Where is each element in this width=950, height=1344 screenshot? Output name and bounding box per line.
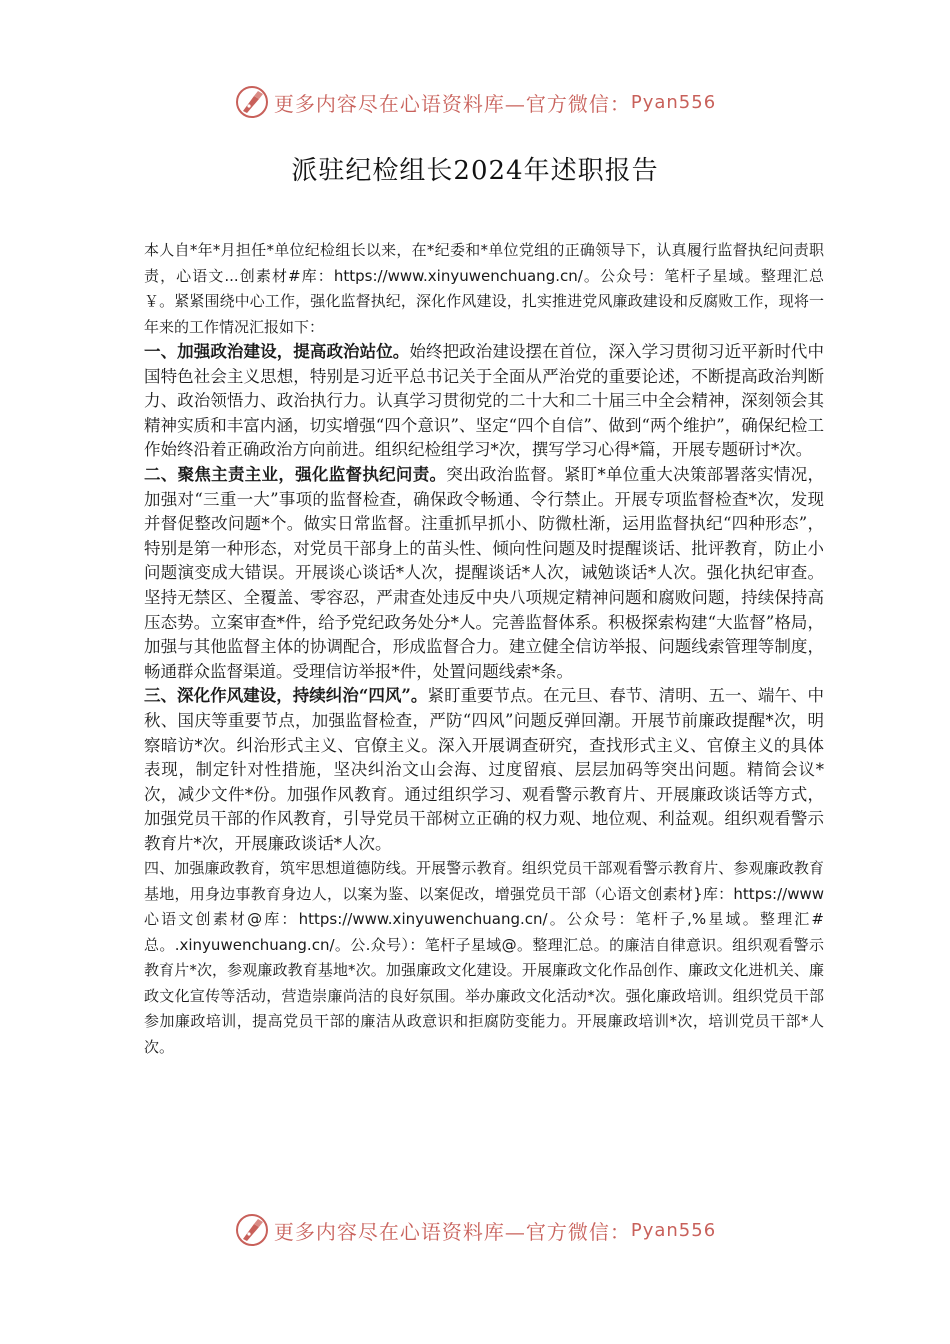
section-1	[144, 340, 824, 463]
document-body	[144, 238, 824, 1060]
header-banner	[0, 80, 950, 124]
banner-text: 更多内容尽在心语资料库—官方微信：	[273, 91, 631, 116]
banner-wechat-id: Pyan556	[630, 91, 717, 113]
banner-text: 更多内容尽在心语资料库—官方微信：	[273, 1219, 631, 1244]
footer-banner	[0, 1208, 950, 1252]
section-1-body: 始终把政治建设摆在首位，深入学习贯彻习近平新时代中国特色社会主义思想，特别是习近平总书记关于全面从严治党的重要论述，不断提高政治判断力、政治领悟力、政治执行力。认真学习贯彻党的二十大和二十届三中全会精神，深刻领会其精神实质和丰富内涵，切实增强“四个意识”、坚定“四个自信”、做到“两个维护”，确保纪检工作始终沿着正确政治方向前进。组织纪检组学习*次，撰写学习心得*篇，开展专题研讨*次。	[144, 342, 825, 460]
section-4-body: 开展警示教育。组织党员干部观看警示教育片、参观廉政教育基地，用身边事教育身边人，以案为鉴、以案促改，增强党员干部（心语文创素材}库：https://www心语文创素材@库：https://www.xinyuwenchuang.cn/。公众号：笔杆子,%星域。整理汇#总。.xinyuwenchuang.cn/。公.众号）：笔杆子星域@。整理汇总。的廉洁自律意识。组织观看警示教育片*次，参观廉政教育基地*次。加强廉政文化建设。开展廉政文化作品创作、廉政文化进机关、廉政文化宣传等活动，营造崇廉尚洁的良好氛围。举办廉政文化活动*次。强化廉政培训。组织党员干部参加廉政培训，提高党员干部的廉洁从政意识和拒腐防变能力。开展廉政培训*次，培训党员干部*人次。	[144, 859, 824, 1056]
section-2-body: 突出政治监督。紧盯*单位重大决策部署落实情况，加强对“三重一大”事项的监督检查，确保政令畅通、令行禁止。开展专项监督检查*次，发现并督促整改问题*个。做实日常监督。注重抓早抓小、防微杜渐，运用监督执纪“四种形态”，特别是第一种形态，对党员干部身上的苗头性、倾向性问题及时提醒谈话、批评教育，防止小问题演变成大错误。开展谈心谈话*人次，提醒谈话*人次，诫勉谈话*人次。强化执纪审查。坚持无禁区、全覆盖、零容忍，严肃查处违反中央八项规定精神问题和腐败问题，持续保持高压态势。立案审查*件，给予党纪政务处分*人。完善监督体系。积极探索构建“大监督”格局，加强与其他监督主体的协调配合，形成监督合力。建立健全信访举报、问题线索管理等制度，畅通群众监督渠道。受理信访举报*件，处置问题线索*条。	[144, 464, 825, 681]
section-4	[144, 856, 824, 1060]
intro-paragraph: 本人自*年*月担任*单位纪检组长以来，在*纪委和*单位党组的正确领导下，认真履行监督执纪问责职责，心语文...创素材#库：https://www.xinyuwenchuang.cn/。公众号：笔杆子星域。整理汇总￥。紧紧围绕中心工作，强化监督执纪，深化作风建设，扎实推进党风廉政建设和反腐败工作，现将一年来的工作情况汇报如下：	[144, 241, 824, 336]
banner-wechat-id: Pyan556	[630, 1219, 717, 1241]
section-1-heading: 一、加强政治建设，提高政治站位。	[144, 342, 410, 361]
section-4-heading: 四、加强廉政教育，筑牢思想道德防线。	[144, 859, 417, 878]
pen-nib-logo-icon	[234, 1212, 270, 1248]
section-2-heading: 二、聚焦主责主业，强化监督执纪问责。	[144, 464, 447, 484]
pen-nib-logo-icon	[234, 84, 270, 120]
section-3-body: 紧盯重要节点。在元旦、春节、清明、五一、端午、中秋、国庆等重要节点，加强监督检查，严防“四风”问题反弹回潮。开展节前廉政提醒*次，明察暗访*次。纠治形式主义、官僚主义。深入开展调查研究，查找形式主义、官僚主义的具体表现，制定针对性措施，坚决纠治文山会海、过度留痕、层层加码等突出问题。精简会议*次，减少文件*份。加强作风教育。通过组织学习、观看警示教育片、开展廉政谈话等方式，加强党员干部的作风教育，引导党员干部树立正确的权力观、地位观、利益观。组织观看警示教育片*次，开展廉政谈话*人次。	[144, 686, 825, 853]
section-2	[144, 463, 824, 684]
document-title: 派驻纪检组长2024年述职报告	[291, 156, 659, 186]
section-3	[144, 684, 824, 856]
section-3-heading: 三、深化作风建设，持续纠治“四风”。	[144, 686, 428, 706]
